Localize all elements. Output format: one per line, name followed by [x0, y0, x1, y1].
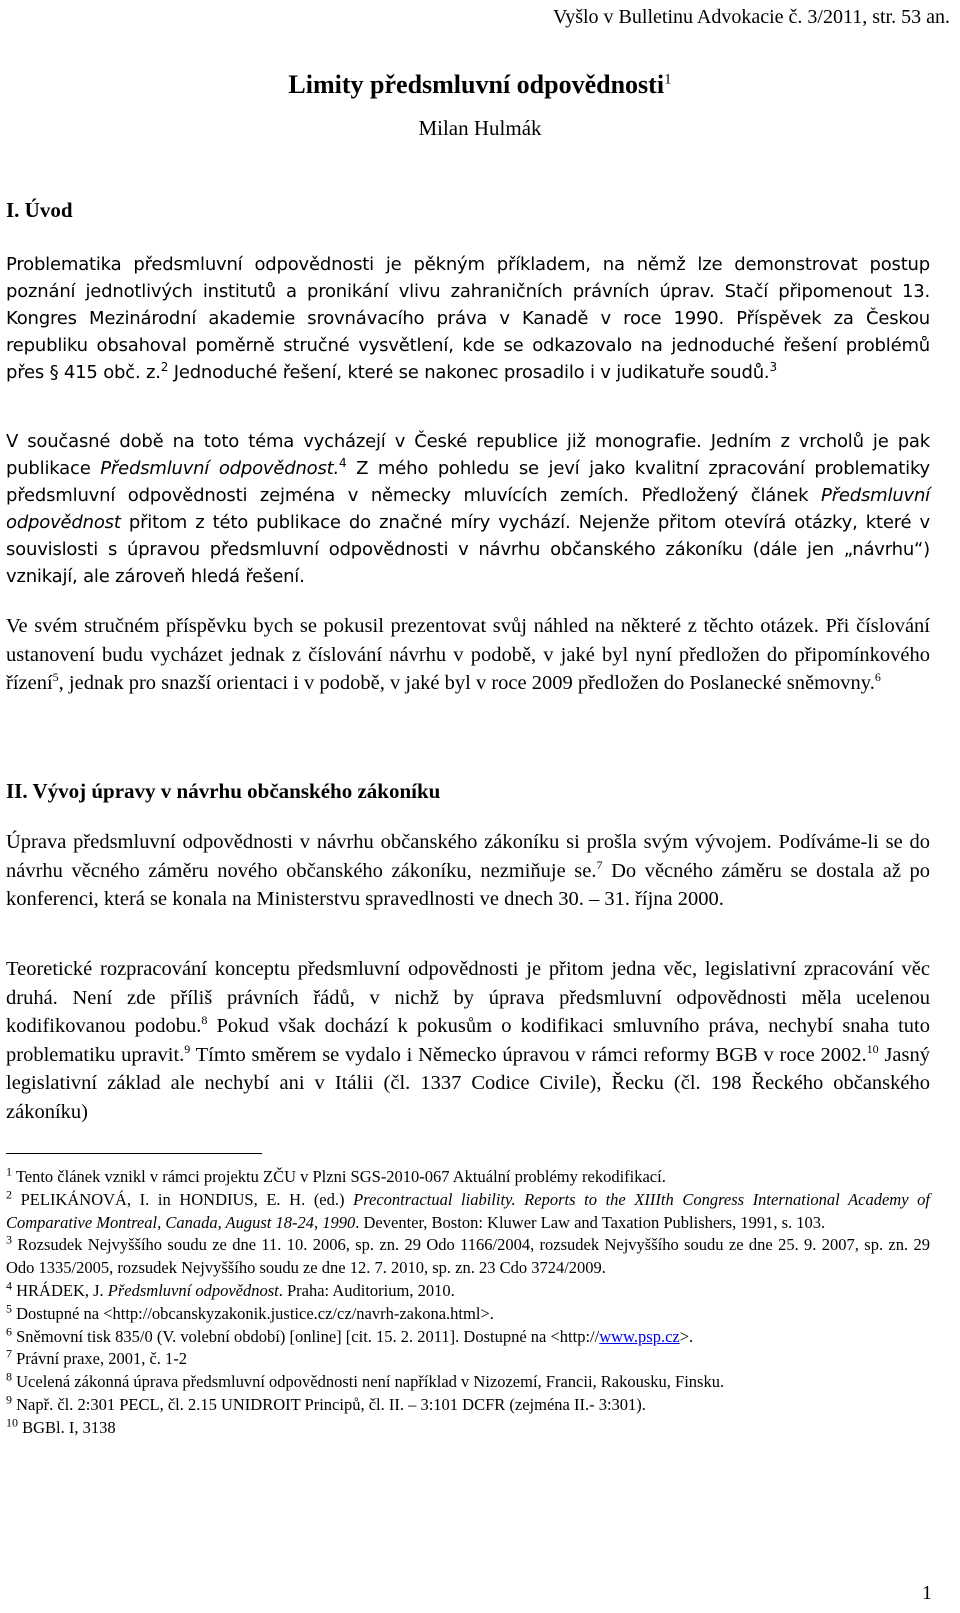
footnote-italic: Precontractual liability. Reports to the XIIIth Congress International Academy of Comparative Montreal, Canada, August 18-24, 1990 — [6, 1189, 930, 1232]
footnote-number: 2 — [6, 1187, 12, 1202]
footnote-ref[interactable]: 3 — [769, 360, 777, 374]
section-heading-intro: I. Úvod — [6, 198, 73, 222]
paragraph-text: Teoretické rozpracování konceptu předsmluvní odpovědnosti je přitom jedna věc, legislativní zpracování věc druhá. Není zde příliš právních řádů, v nichž by úprava předsmluvní odpovědnosti měla ucelenou kodifikovanou podobu. — [6, 958, 930, 1037]
footnote-number: 8 — [6, 1369, 12, 1384]
italic-title: Předsmluvní odpovědnost — [6, 485, 930, 533]
italic-title: Předsmluvní odpovědnost. — [100, 458, 340, 479]
paragraph — [6, 251, 930, 386]
paragraph-text: Ve svém stručném příspěvku bych se pokusil prezentovat svůj náhled na některé z těchto otázek. Při číslování ustanovení budu vycházet jednak z číslování návrhu v podobě, v jaké byl nyní předložen do připomínkového řízení — [6, 615, 930, 694]
paragraph-text: Úprava předsmluvní odpovědnosti v návrhu občanského zákoníku si prošla svým vývojem. Podíváme-li se do návrhu věcného záměru nového občanského zákoníku, nezmiňuje se. — [6, 831, 930, 882]
footnote-number: 7 — [6, 1346, 12, 1361]
footnote — [6, 1189, 930, 1235]
footnote-text: Právní praxe, 2001, č. 1-2 — [12, 1349, 188, 1369]
footnote-number: 1 — [6, 1164, 12, 1179]
footnote-number: 3 — [6, 1232, 12, 1247]
paragraph-text: V současné době na toto téma vycházejí v České republice již monografie. Jedním z vrcholů je pak publikace — [6, 431, 930, 479]
footnote — [6, 1234, 930, 1280]
footnote-text: PELIKÁNOVÁ, I. in HONDIUS, E. H. (ed.) — [12, 1189, 354, 1209]
footnote-ref[interactable]: 1 — [664, 71, 672, 88]
footnote-text: Např. čl. 2:301 PECL, čl. 2.15 UNIDROIT Principů, čl. II. – 3:101 DCFR (zejména II.- 3:301). — [12, 1394, 646, 1414]
footnote — [6, 1348, 930, 1371]
footnote-ref[interactable]: 9 — [184, 1041, 191, 1056]
psp-link[interactable]: www.psp.cz — [599, 1326, 680, 1346]
paragraph — [6, 955, 930, 1126]
paragraph-text: Jasný legislativní základ ale nechybí ani v Itálii (čl. 1337 Codice Civile), Řecku (čl. 198 Řeckého občanského zákoníku) — [6, 1043, 930, 1123]
paragraph-text: Jednoduché řešení, které se nakonec prosadilo i v judikatuře soudů. — [168, 362, 770, 383]
paragraph — [6, 428, 930, 590]
footnote-ref[interactable]: 6 — [874, 670, 881, 685]
footnote-text: . Praha: Auditorium, 2010. — [278, 1280, 455, 1300]
paragraph-text: Z mého pohledu se jeví jako kvalitní zpracování problematiky předsmluvní odpovědnosti zejména v německy mluvících zemích. Předložený článek — [6, 458, 931, 506]
paragraph-text: , jednak pro snazší orientaci i v podobě, v jaké byl v roce 2009 předložen do Poslanecké sněmovny. — [58, 672, 875, 694]
footnote — [6, 1371, 930, 1394]
footnote-ref[interactable]: 7 — [596, 857, 603, 872]
footnote-number: 4 — [6, 1278, 12, 1293]
footnote-text: BGBl. I, 3138 — [18, 1417, 116, 1437]
paragraph-text: Problematika předsmluvní odpovědnosti je pěkným příkladem, na němž lze demonstrovat postup poznání jednotlivých institutů a pronikání vlivu zahraničních právních úprav. Stačí připomenout 13. Kongres Mezinárodní akademie srovnávacího práva v Kanadě v roce 1990. Příspěvek za Českou republiku obsahoval poměrně stručné vysvětlení, kde se odkazovalo na jednoduché řešení problémů přes § 415 obč. z. — [6, 254, 930, 383]
footnote-text: Sněmovní tisk 835/0 (V. volební období) [online] [cit. 15. 2. 2011]. Dostupné na <http:// — [12, 1326, 600, 1346]
footnote-number: 10 — [6, 1415, 18, 1430]
paragraph-text: přitom z této publikace do značné míry vychází. Nejenže přitom otevírá otázky, které v souvislosti s úpravou předsmluvní odpovědnosti v návrhu občanského zákoníku (dále jen „návrhu“) vznikají, ale zároveň hledá řešení. — [6, 512, 930, 587]
footnote-text: Rozsudek Nejvyššího soudu ze dne 11. 10. 2006, sp. zn. 29 Odo 1166/2004, rozsudek Nejvyššího soudu ze dne 25. 9. 2007, sp. zn. 29 Odo 1335/2005, rozsudek Nejvyššího soudu ze dne 12. 7. 2010, sp. zn. 23 Cdo 3724/2009. — [6, 1235, 930, 1278]
footnote-ref[interactable]: 4 — [339, 456, 347, 470]
footnote-number: 5 — [6, 1301, 12, 1316]
paragraph-text: Pokud však dochází k pokusům o kodifikaci smluvního práva, nechybí snaha tuto problematiku upravit. — [6, 1015, 930, 1066]
footnote — [6, 1326, 930, 1349]
paragraph-text: Do věcného záměru se dostala až po konferenci, která se konala na Ministerstvu spravedlnosti ve dnech 30. – 31. října 2000. — [6, 859, 930, 910]
title-text: Limity předsmluvní odpovědnosti — [288, 70, 665, 99]
paragraph — [6, 828, 930, 914]
footnote — [6, 1417, 930, 1440]
author-name: Milan Hulmák — [418, 116, 542, 140]
publication-note: Vyšlo v Bulletinu Advokacie č. 3/2011, str. 53 an. — [552, 6, 950, 28]
footnote-ref[interactable]: 5 — [52, 670, 59, 685]
footnote — [6, 1394, 930, 1417]
paragraph-text: Tímto směrem se vydalo i Německo úpravou v rámci reformy BGB v roce 2002. — [190, 1043, 867, 1066]
paragraph — [6, 612, 930, 698]
page-number: 1 — [922, 1582, 932, 1604]
footnote-number: 9 — [6, 1392, 12, 1407]
footnote-ref[interactable]: 2 — [160, 360, 169, 374]
footnote-text: . Deventer, Boston: Kluwer Law and Taxation Publishers, 1991, s. 103. — [355, 1212, 826, 1232]
footnote-text: HRÁDEK, J. — [12, 1280, 108, 1300]
footnote — [6, 1166, 930, 1189]
footnote-number: 6 — [6, 1324, 12, 1339]
section-heading-development: II. Vývoj úpravy v návrhu občanského zákoníku — [6, 779, 441, 803]
footnote-ref[interactable]: 8 — [201, 1013, 208, 1028]
footnote — [6, 1303, 930, 1326]
footnote — [6, 1280, 930, 1303]
footnote-italic: Předsmluvní odpovědnost — [107, 1280, 279, 1300]
footnote-text: >. — [679, 1326, 694, 1346]
footnote-text: Ucelená zákonná úprava předsmluvní odpovědnosti není například v Nizozemí, Francii, Rakousku, Finsku. — [12, 1372, 725, 1392]
footnote-ref[interactable]: 10 — [866, 1041, 879, 1056]
footnotes — [6, 1166, 930, 1440]
article-title — [0, 70, 960, 100]
footnote-separator — [6, 1153, 262, 1154]
footnote-text: Tento článek vznikl v rámci projektu ZČU v Plzni SGS-2010-067 Aktuální problémy rekodifikací. — [12, 1167, 666, 1186]
footnote-text: Dostupné na <http://obcanskyzakonik.justice.cz/cz/navrh-zakona.html>. — [12, 1303, 494, 1323]
